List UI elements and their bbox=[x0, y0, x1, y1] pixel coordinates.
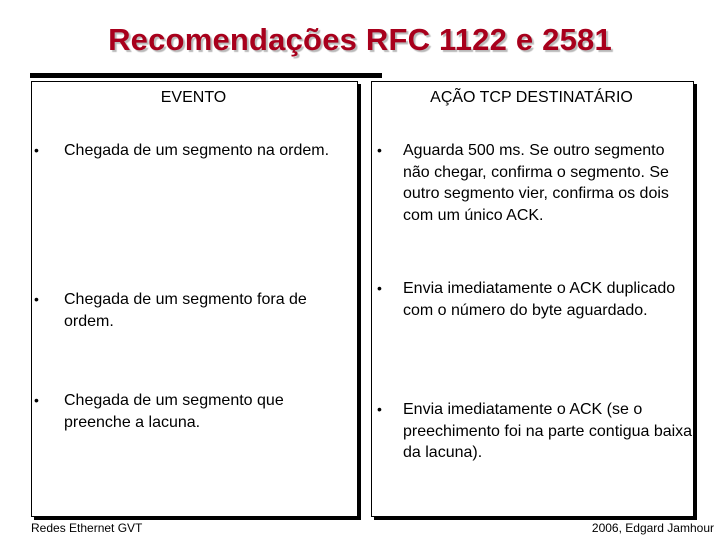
event-column-header: EVENTO bbox=[160, 89, 227, 106]
bullet: • bbox=[377, 401, 382, 417]
bullet: • bbox=[377, 142, 382, 158]
event-text: Chegada de um segmento na ordem. bbox=[64, 142, 330, 159]
action-text: Envia imediatamente o ACK (se o preechimento foi na parte contigua baixa da lacuna). bbox=[403, 401, 693, 461]
event-text: Chegada de um segmento fora de ordem. bbox=[64, 291, 307, 330]
bullet: • bbox=[34, 142, 39, 158]
bullet: • bbox=[377, 280, 382, 296]
action-text: Envia imediatamente o ACK duplicado com o número do byte aguardado. bbox=[403, 280, 676, 319]
title-underline bbox=[30, 73, 382, 78]
footer-author: 2006, Edgard Jamhour bbox=[591, 521, 714, 535]
footer-course: Redes Ethernet GVT bbox=[31, 521, 143, 535]
slide-title: Recomendações RFC 1122 e 2581 bbox=[108, 22, 612, 57]
bullet: • bbox=[34, 392, 39, 408]
event-text: Chegada de um segmento que preenche a lacuna. bbox=[64, 392, 284, 431]
action-text: Aguarda 500 ms. Se outro segmento não chegar, confirma o segmento. Se outro segmento vier, confirma os dois com um único ACK. bbox=[403, 142, 669, 224]
bullet: • bbox=[34, 291, 39, 307]
action-column-header: AÇÃO TCP DESTINATÁRIO bbox=[430, 89, 633, 106]
